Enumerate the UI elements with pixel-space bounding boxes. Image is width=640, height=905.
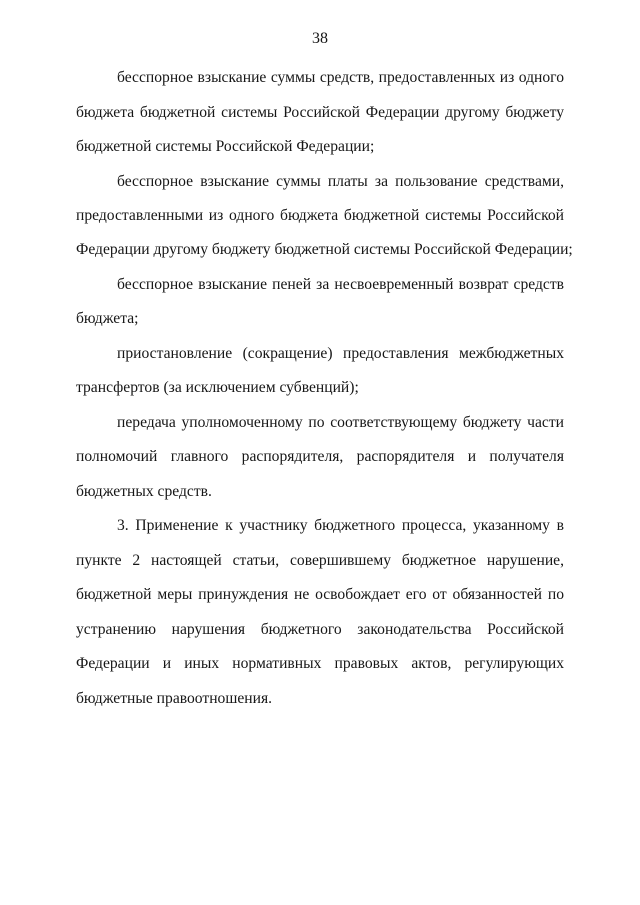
paragraph-line: передача уполномоченному по соответствующему бюджету части — [117, 414, 564, 431]
paragraph-line: бюджета бюджетной системы Российской Федерации другому бюджету — [76, 104, 564, 121]
paragraph-line: приостановление (сокращение) предоставления межбюджетных — [117, 345, 564, 362]
paragraph-line: 3. Применение к участнику бюджетного процесса, указанному в — [117, 517, 564, 534]
paragraph-line: бесспорное взыскание пеней за несвоевременный возврат средств — [117, 276, 564, 293]
paragraph-line: бюджета; — [76, 310, 139, 327]
paragraph-line: бюджетных средств. — [76, 483, 212, 500]
paragraph-line: бесспорное взыскание суммы средств, предоставленных из одного — [117, 69, 564, 86]
paragraph-line: устранению нарушения бюджетного законодательства Российской — [76, 621, 564, 638]
paragraph-line: полномочий главного распорядителя, распорядителя и получателя — [76, 448, 564, 465]
page-number: 38 — [312, 30, 328, 47]
paragraph-line: бюджетные правоотношения. — [76, 690, 273, 707]
paragraph-line: бюджетной меры принуждения не освобождает его от обязанностей по — [76, 586, 564, 603]
paragraph-line: Федерации другому бюджету бюджетной системы Российской Федерации; — [76, 241, 573, 258]
paragraph-line: трансфертов (за исключением субвенций); — [76, 379, 359, 396]
paragraph-line: пункте 2 настоящей статьи, совершившему бюджетное нарушение, — [76, 552, 564, 569]
paragraph-line: бюджетной системы Российской Федерации; — [76, 138, 375, 155]
paragraph-line: бесспорное взыскание суммы платы за пользование средствами, — [117, 173, 564, 190]
paragraph-line: Федерации и иных нормативных правовых актов, регулирующих — [76, 655, 564, 672]
paragraph-line: предоставленными из одного бюджета бюджетной системы Российской — [76, 207, 564, 224]
